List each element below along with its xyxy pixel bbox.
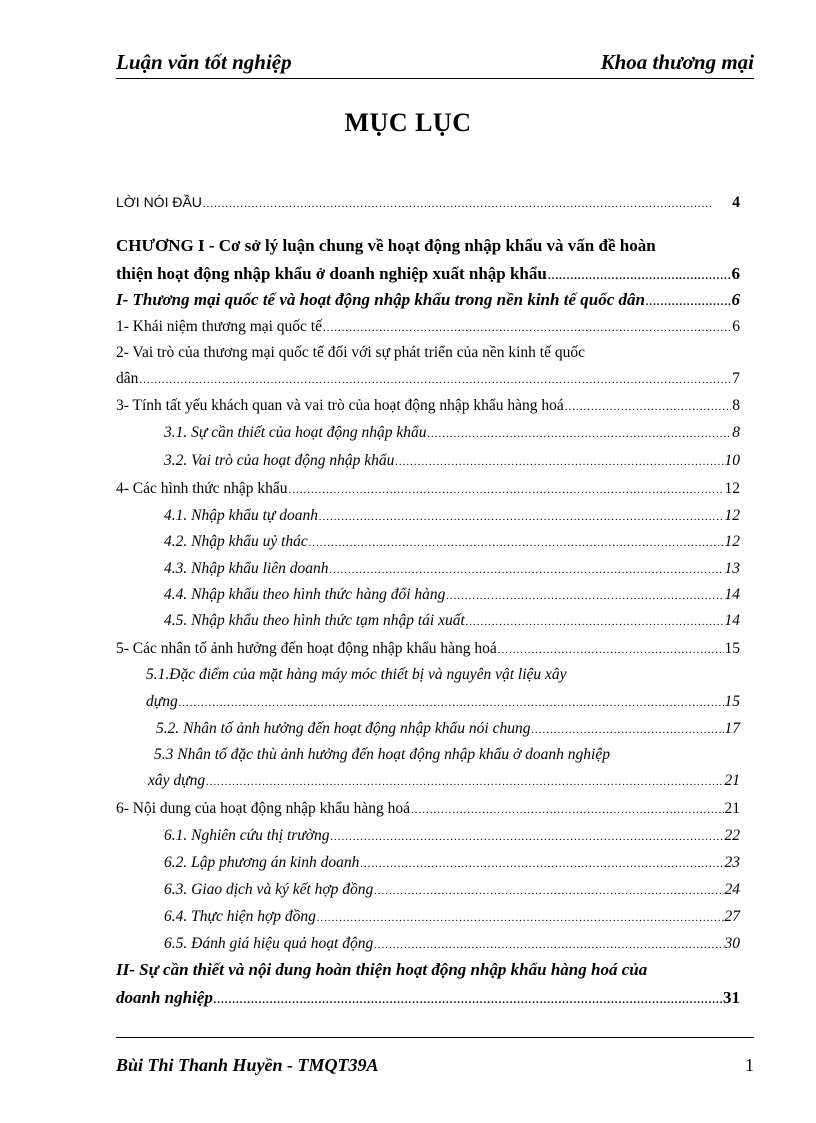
toc-entry: 6.2. Lập phương án kinh doanh ..... 23 (116, 854, 740, 878)
toc-entry: 4.3. Nhập khẩu liên doanh ..... 13 (116, 560, 740, 584)
toc-entry: LỜI NÓI ĐẦU ..... 4 (116, 194, 740, 218)
toc-entry: doanh nghiệp ..... 31 (116, 988, 740, 1012)
toc-entry: xây dựng ..... 21 (116, 772, 740, 796)
toc-entry: 6- Nội dung của hoạt động nhập khẩu hàng hoá ..... 21 (116, 800, 740, 824)
toc-entry: 4.2. Nhập khẩu uỷ thác ..... 12 (116, 533, 740, 557)
toc-entry: 5- Các nhân tố ảnh hưởng đến hoạt động nhập khẩu hàng hoá ..... 15 (116, 640, 740, 664)
header-thesis-label: Luận văn tốt nghiệp (116, 50, 292, 74)
toc-entry: I- Thương mại quốc tế và hoạt động nhập khẩu trong nền kinh tế quốc dân ..... 6 (116, 290, 740, 314)
toc-entry: 6.1. Nghiên cứu thị trường ..... 22 (116, 827, 740, 851)
toc-entry: dựng ..... 15 (116, 693, 740, 717)
page-number: 1 (745, 1055, 754, 1075)
toc-entry: 4- Các hình thức nhập khẩu ..... 12 (116, 480, 740, 504)
header-faculty-label: Khoa thương mại (600, 50, 754, 74)
footer-author: Bùi Thi Thanh Huyền - TMQT39A (116, 1055, 379, 1075)
toc-entry: 1- Khái niệm thương mại quốc tế ..... 6 (116, 318, 740, 342)
toc-entry: 4.4. Nhập khẩu theo hình thức hàng đổi hàng ..... 14 (116, 586, 740, 610)
toc-entry: thiện hoạt động nhập khẩu ở doanh nghiệp xuất nhập khẩu ..... 6 (116, 264, 740, 288)
toc-entry: 6.5. Đánh giá hiệu quả hoạt động ..... 30 (116, 935, 740, 959)
toc-entry-line: 5.3 Nhân tố đặc thù ảnh hưởng đến hoạt động nhập khẩu ở doanh nghiệp (154, 746, 610, 763)
toc-entry: 4.1. Nhập khẩu tự doanh ..... 12 (116, 507, 740, 531)
toc-entry: 5.2. Nhân tố ảnh hưởng đến hoạt động nhập khẩu nói chung ..... 17 (116, 720, 740, 744)
toc-entry-line: 2- Vai trò của thương mại quốc tế đối với sự phát triển của nền kinh tế quốc (116, 344, 585, 361)
toc-entry: 3.2. Vai trò của hoạt động nhập khẩu ..... 10 (116, 452, 740, 476)
toc-entry-line: II- Sự cần thiết và nội dung hoàn thiện hoạt động nhập khẩu hàng hoá của (116, 960, 648, 979)
toc-entry: 3.1. Sự cần thiết của hoạt động nhập khẩu ..... 8 (116, 424, 740, 448)
toc-entry: dân ..... 7 (116, 370, 740, 394)
toc-entry-line: 5.1.Đặc điểm của mặt hàng máy móc thiết bị và nguyên vật liệu xây (146, 666, 567, 683)
page-title: MỤC LỤC (344, 108, 472, 137)
footer-divider (116, 1037, 754, 1038)
toc-entry: 3- Tính tất yếu khách quan và vai trò của hoạt động nhập khẩu hàng hoá ..... 8 (116, 397, 740, 421)
toc-entry: 6.4. Thực hiện hợp đồng ..... 27 (116, 908, 740, 932)
toc-entry: 6.3. Giao dịch và ký kết hợp đồng ..... 24 (116, 881, 740, 905)
toc-entry-line: CHƯƠNG I - Cơ sở lý luận chung về hoạt động nhập khẩu và vấn đề hoàn (116, 236, 656, 255)
page-header (116, 48, 754, 79)
toc-entry: 4.5. Nhập khẩu theo hình thức tạm nhập tái xuất ..... 14 (116, 612, 740, 636)
